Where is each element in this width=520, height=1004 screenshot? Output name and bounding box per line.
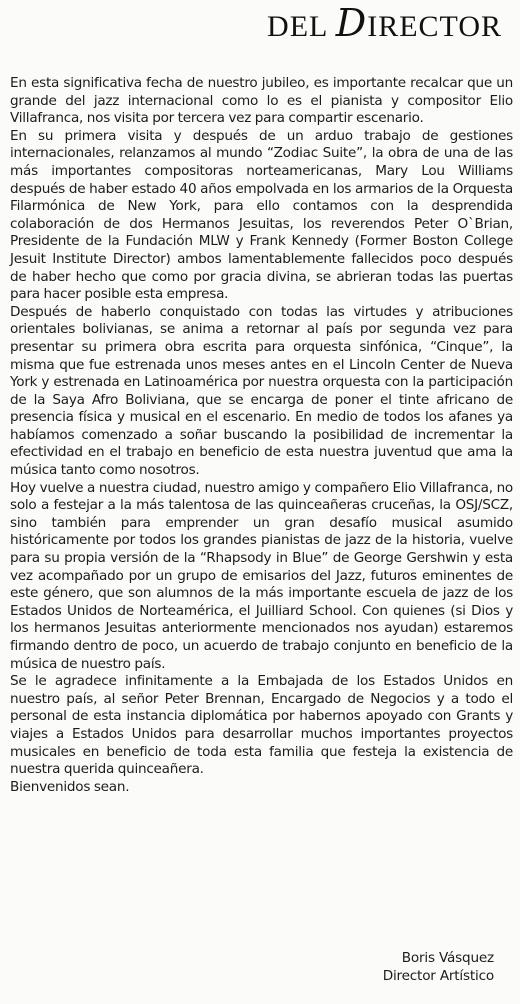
paragraph-second-visit: Después de haberlo conquistado con todas las virtudes y atribuciones orientales bolivianas, se anima a retornar al país por segunda vez para presentar su primera obra escrita para orquesta sinfónica, “Cinque”, la misma que fue estrenada unos meses antes en el Lincoln Center de Nueva York y estrenada en Latinoamérica por nuestra orquesta con la participación de la Saya Afro Boliviana, que se encarga de poner el tinte africano de presencia física y musical en el escenario. En medio de todos los afanes ya habíamos comenzado a soñar buscando la posibilidad de incrementar la efectividad en el trabajo en beneficio de esta nuestra juventud que ama la música tanto como nosotros. <box>10 303 513 479</box>
paragraph-today: Hoy vuelve a nuestra ciudad, nuestro amigo y compañero Elio Villafranca, no solo a festejar a la más talentosa de las quinceañeras cruceñas, la OSJ/SCZ, sino también para emprender un gran desafío musical asumido históricamente por todos los grandes pianistas de jazz de la historia, vuelve para su propia versión de la “Rhapsody in Blue” de George Gershwin y esta vez acompañado por un grupo de emisarios del Jazz, futuros eminentes de este género, que son alumnos de la más importante escuela de jazz de los Estados Unidos de Norteamérica, el Juilliard School. Con quienes (si Dios y los hermanos Jesuitas anteriormente mencionados nos ayudan) estaremos firmando dentro de poco, un acuerdo de trabajo conjunto en beneficio de la música de nuestro país. <box>10 479 513 672</box>
title-initial: D <box>335 1 368 45</box>
title-prefix: DEL <box>267 10 336 43</box>
signature-role: Director Artístico <box>382 967 494 984</box>
paragraph-intro: En esta significativa fecha de nuestro jubileo, es importante recalcar que un grande del jazz internacional como lo es el pianista y compositor Elio Villafranca, nos visita por tercera vez para compartir escenario. <box>10 75 513 127</box>
closing-line: Bienvenidos sean. <box>10 778 130 795</box>
title-rest: IRECTOR <box>367 10 502 43</box>
letter-body <box>10 75 513 796</box>
paragraph-thanks: Se le agradece infinitamente a la Embajada de los Estados Unidos en nuestro país, al señor Peter Brennan, Encargado de Negocios y a todo el personal de esta instancia diplomática por habernos apoyado con Grants y viajes a Estados Unidos para desarrollar muchos importantes proyectos musicales en beneficio de toda esta familia que festeja la existencia de nuestra querida quinceañera. <box>10 673 513 778</box>
paragraph-first-visit: En su primera visita y después de un arduo trabajo de gestiones internacionales, relanzamos al mundo “Zodiac Suite”, la obra de una de las más importantes compositoras norteamericanas, Mary Lou Williams después de haber estado 40 años empolvada en los armarios de la Orquesta Filarmónica de New York, para ello contamos con la desprendida colaboración de dos Hermanos Jesuitas, los reverendos Peter O`Brian, Presidente de la Fundación MLW y Frank Kennedy (Former Boston College Jesuit Institute Director) ambos lamentablemente fallecidos poco después de haber hecho que como por gracia divina, se abrieran todas las puertas para hacer posible esta empresa. <box>10 127 513 303</box>
signature-block <box>383 950 494 985</box>
page-title <box>267 1 502 45</box>
signature-name: Boris Vásquez <box>401 950 494 966</box>
